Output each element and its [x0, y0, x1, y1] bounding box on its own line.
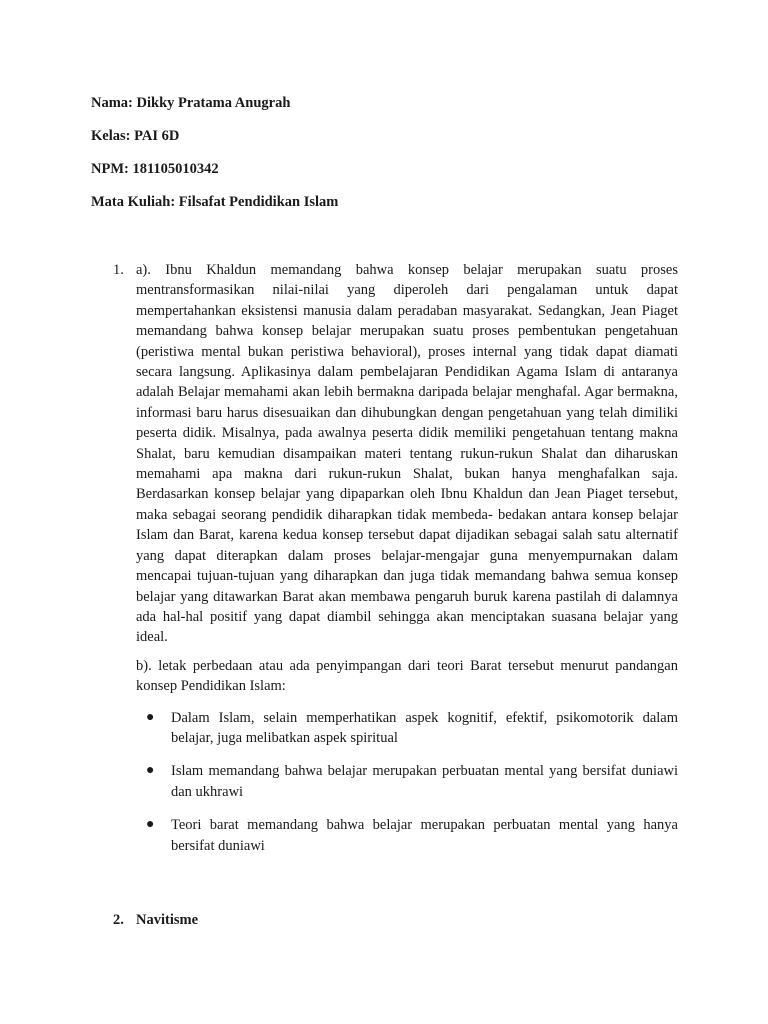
question-2-title: Navitisme: [136, 912, 199, 928]
list-item-text: Teori barat memandang bahwa belajar merupakan perbuatan mental yang hanya bersifat duniawi: [171, 817, 678, 854]
course-name: Mata Kuliah: Filsafat Pendidikan Islam: [91, 194, 339, 210]
question-2-number: 2.: [113, 912, 124, 928]
answer-part-b-intro: b). letak perbedaan atau ada penyimpangan dari teori Barat tersebut menurut pandangan konsep Pendidikan Islam:: [136, 657, 678, 695]
student-info: [91, 93, 691, 225]
list-item: [146, 815, 678, 856]
bullet-icon: ●: [146, 709, 155, 725]
question-2: [113, 910, 198, 930]
bullet-icon: ●: [146, 817, 155, 833]
student-name: Nama: Dikky Pratama Anugrah: [91, 95, 291, 111]
answer-part-a: a). Ibnu Khaldun memandang bahwa konsep belajar merupakan suatu proses mentransformasikan nilai-nilai yang diperoleh dari pengalaman untuk dapat mempertahankan eksistensi manusia dalam peradaban masyarakat. Sedangkan, Jean Piaget memandang bahwa konsep belajar merupakan suatu proses pembentukan pengetahuan (peristiwa mental bukan peristiwa behavioral), proses internal yang tidak dapat diamati secara langsung. Aplikasinya dalam pembelajaran Pendidikan Agama Islam di antaranya adalah Belajar memahami akan lebih bermakna daripada belajar menghafal. Agar bermakna, informasi baru harus disesuaikan dan dihubungkan dengan pengetahuan yang telah dimiliki peserta didik. Misalnya, pada awalnya peserta didik memiliki pengetahuan tentang makna Shalat, baru kemudian disampaikan materi tentang rukun-rukun Shalat dan diharuskan memahami apa makna dari rukun-rukun Shalat, bukan hanya menghafalkan saja. Berdasarkan konsep belajar yang dipaparkan oleh Ibnu Khaldun dan Jean Piaget tersebut, maka sebagai seorang pendidik diharapkan tidak membeda- bedakan antara konsep belajar Islam dan Barat, karena kedua konsep tersebut dapat dijadikan sebagai salah satu alternatif yang dapat diterapkan dalam proses belajar-mengajar guna menyempurnakan dalam mencapai tujuan-tujuan yang diharapkan dan juga tidak memandang bahwa semua konsep belajar yang ditawarkan Barat akan membawa pengaruh buruk karena pastilah di dalamnya ada hal-hal positif yang dapat diambil sehingga akan menciptakan suasana belajar yang ideal.: [136, 262, 678, 646]
list-item: [146, 761, 678, 802]
list-item: [146, 708, 678, 749]
question-1: [113, 260, 678, 869]
list-item-text: Islam memandang bahwa belajar merupakan perbuatan mental yang bersifat duniawi dan ukhrawi: [171, 763, 678, 800]
bullet-icon: ●: [146, 763, 155, 779]
student-npm: NPM: 181105010342: [91, 161, 219, 177]
question-1-number: 1.: [113, 262, 124, 278]
student-class: Kelas: PAI 6D: [91, 128, 180, 144]
list-item-text: Dalam Islam, selain memperhatikan aspek kognitif, efektif, psikomotorik dalam belajar, juga melibatkan aspek spiritual: [171, 709, 678, 746]
answer-part-b-list: [113, 708, 678, 856]
